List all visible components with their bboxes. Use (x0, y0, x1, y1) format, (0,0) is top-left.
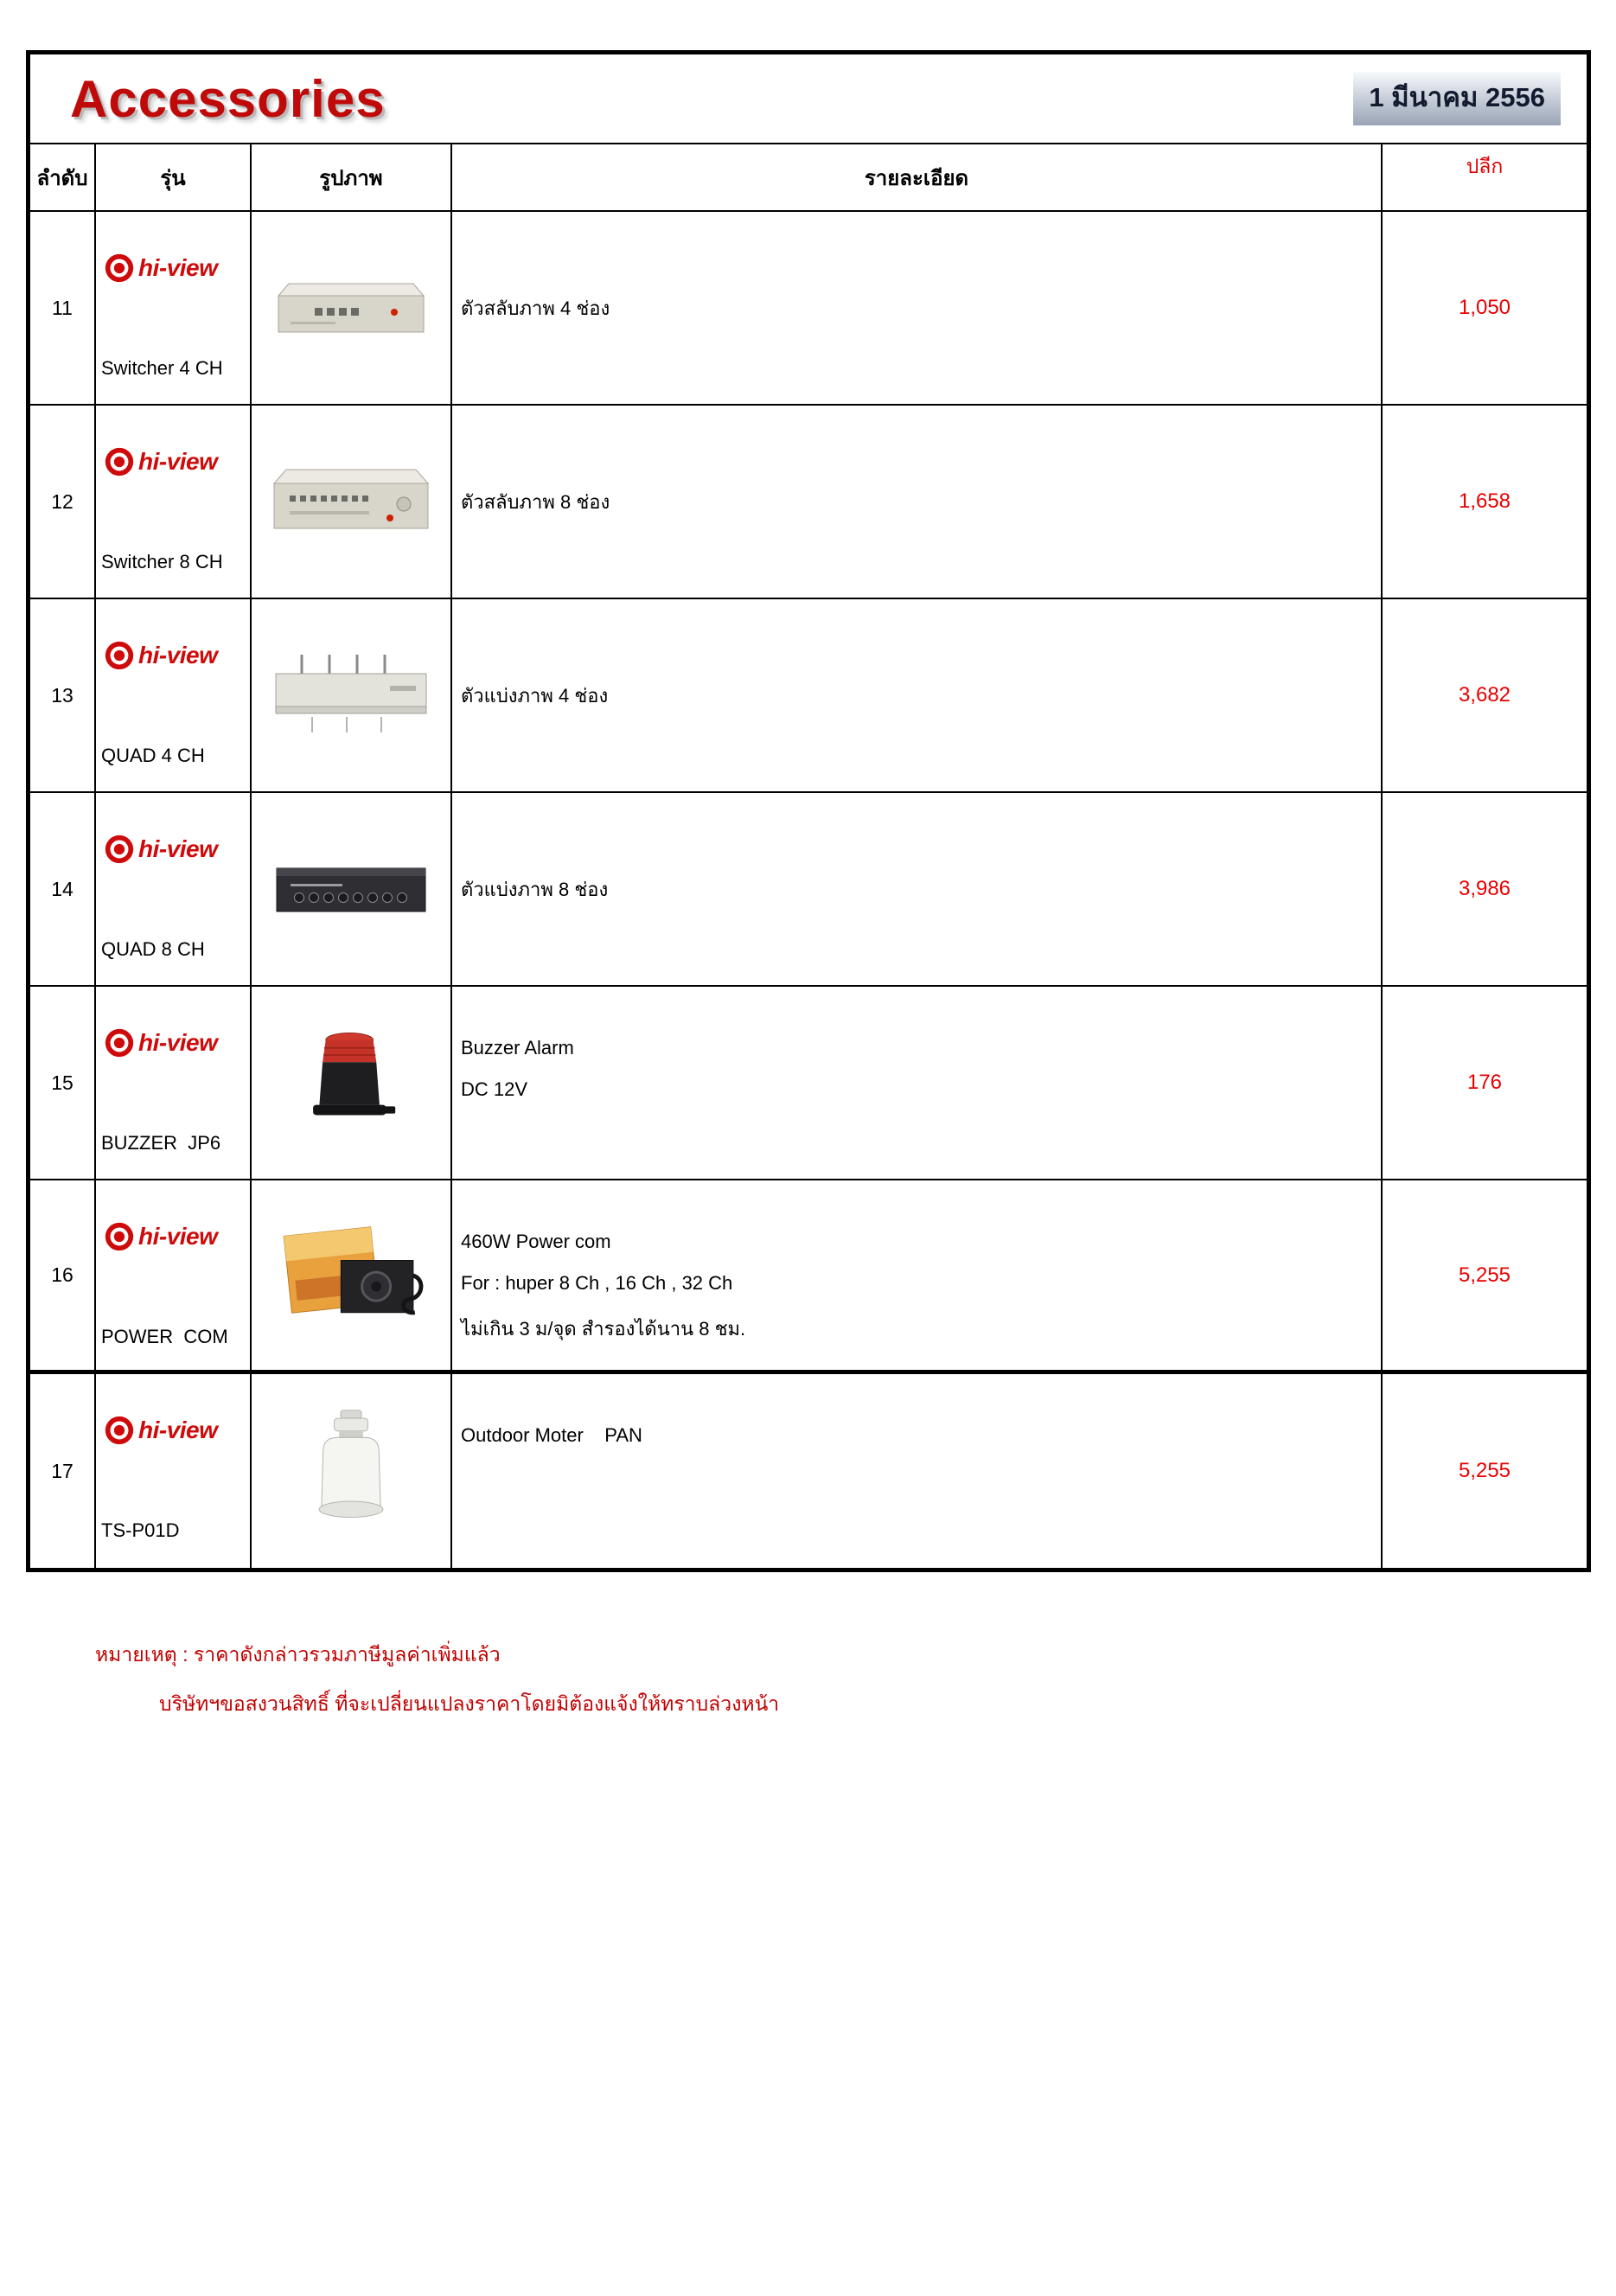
description-cell (452, 1374, 1383, 1568)
description-cell (452, 793, 1383, 985)
hiview-eye-icon (103, 833, 136, 866)
row-index: 12 (30, 406, 96, 598)
price-sheet (26, 50, 1591, 1572)
price-cell: 1,050 (1458, 296, 1511, 319)
row-index: 11 (30, 212, 96, 404)
model-cell (96, 212, 252, 404)
brand-logo (103, 833, 217, 866)
table-row (30, 406, 1587, 599)
brand-name: hi-view (138, 1417, 218, 1443)
row-index: 15 (30, 987, 96, 1179)
description-line: ตัวแบ่งภาพ 4 ช่อง (461, 684, 609, 707)
col-header-price: ปลีก (1466, 155, 1504, 177)
hiview-eye-icon (103, 1220, 136, 1253)
page-title: Accessories (70, 69, 386, 128)
model-cell (96, 1374, 252, 1568)
col-header-description: รายละเอียด (452, 144, 1383, 210)
description-line: Buzzer Alarm (461, 1037, 574, 1058)
model-cell (96, 599, 252, 791)
table-row (30, 1374, 1587, 1568)
brand-logo (103, 1026, 217, 1059)
title-bar (30, 54, 1587, 144)
power-com-photo-icon (275, 1217, 427, 1334)
col-header-image: รูปภาพ (252, 144, 452, 210)
price-cell: 3,986 (1458, 877, 1511, 900)
note-vat-included: หมายเหตุ : ราคาดังกล่าวรวมภาษีมูลค่าเพิ่มแล้ว (95, 1643, 501, 1666)
row-index: 13 (30, 599, 96, 791)
accessories-table (26, 50, 1591, 1572)
description-cell (452, 987, 1383, 1179)
description-cell (452, 1180, 1383, 1370)
video-switcher-4ch-photo-icon (265, 265, 438, 351)
quad-processor-8ch-photo-icon (265, 846, 438, 932)
brand-logo (103, 639, 217, 672)
table-row (30, 793, 1587, 987)
brand-name: hi-view (138, 835, 218, 862)
description-cell (452, 406, 1383, 598)
price-cell: 3,682 (1458, 683, 1511, 707)
product-image-cell (252, 1374, 452, 1568)
product-image-cell (252, 987, 452, 1179)
description-line: ไม่เกิน 3 ม/จุด สำรองได้นาน 8 ชม. (461, 1318, 746, 1340)
brand-name: hi-view (138, 1223, 218, 1250)
product-image-cell (252, 793, 452, 985)
hiview-eye-icon (103, 1414, 136, 1447)
table-row (30, 1180, 1587, 1374)
hiview-eye-icon (103, 252, 136, 285)
price-cell: 5,255 (1458, 1263, 1511, 1287)
brand-name: hi-view (138, 642, 218, 668)
description-cell (452, 599, 1383, 791)
model-name: QUAD 8 CH (101, 938, 205, 960)
price-cell: 1,658 (1458, 489, 1511, 513)
footer-notes (95, 1640, 779, 1720)
brand-logo (103, 1220, 217, 1253)
row-index: 17 (30, 1374, 96, 1568)
product-image-cell (252, 406, 452, 598)
col-header-model: รุ่น (96, 144, 252, 210)
model-cell (96, 1180, 252, 1370)
description-line: ตัวสลับภาพ 4 ช่อง (461, 297, 610, 319)
product-image-cell (252, 212, 452, 404)
hiview-eye-icon (103, 445, 136, 478)
description-line: ตัวสลับภาพ 8 ช่อง (461, 490, 610, 513)
product-image-cell (252, 599, 452, 791)
hiview-eye-icon (103, 639, 136, 672)
model-cell (96, 406, 252, 598)
price-cell: 5,255 (1458, 1459, 1511, 1482)
outdoor-pan-motor-photo-icon (299, 1407, 403, 1535)
col-header-index: ลำดับ (30, 144, 96, 210)
video-switcher-8ch-photo-icon (260, 454, 442, 549)
description-line: DC 12V (461, 1078, 528, 1100)
description-line: Outdoor Moter PAN (461, 1424, 642, 1446)
row-index: 16 (30, 1180, 96, 1370)
quad-processor-4ch-photo-icon (260, 648, 442, 743)
price-cell: 176 (1466, 1071, 1503, 1094)
model-name: Switcher 8 CH (101, 551, 223, 572)
table-row (30, 599, 1587, 793)
description-cell (452, 212, 1383, 404)
description-line: ตัวแบ่งภาพ 8 ช่อง (461, 878, 609, 900)
note-price-change: บริษัทฯขอสงวนสิทธิ์ ที่จะเปลี่ยนแปลงราคาโดยมิต้องแจ้งให้ทราบล่วงหน้า (159, 1692, 780, 1715)
row-index: 14 (30, 793, 96, 985)
table-row (30, 212, 1587, 406)
model-name: TS-P01D (101, 1519, 180, 1541)
brand-logo (103, 252, 217, 285)
brand-name: hi-view (138, 1029, 218, 1056)
column-header-row (30, 144, 1587, 212)
model-cell (96, 987, 252, 1179)
buzzer-alarm-photo-icon (303, 1027, 399, 1138)
hiview-eye-icon (103, 1026, 136, 1059)
model-cell (96, 793, 252, 985)
description-line: For : huper 8 Ch , 16 Ch , 32 Ch (461, 1272, 733, 1294)
product-image-cell (252, 1180, 452, 1370)
description-line: 460W Power com (461, 1231, 611, 1252)
model-name: POWER COM (101, 1326, 228, 1347)
brand-name: hi-view (138, 448, 218, 475)
table-row (30, 987, 1587, 1180)
brand-logo (103, 1414, 217, 1447)
brand-name: hi-view (138, 254, 218, 281)
sheet-date: 1 มีนาคม 2556 (1353, 72, 1561, 125)
model-name: BUZZER JP6 (101, 1132, 221, 1154)
model-name: QUAD 4 CH (101, 745, 205, 766)
brand-logo (103, 445, 217, 478)
model-name: Switcher 4 CH (101, 357, 223, 379)
